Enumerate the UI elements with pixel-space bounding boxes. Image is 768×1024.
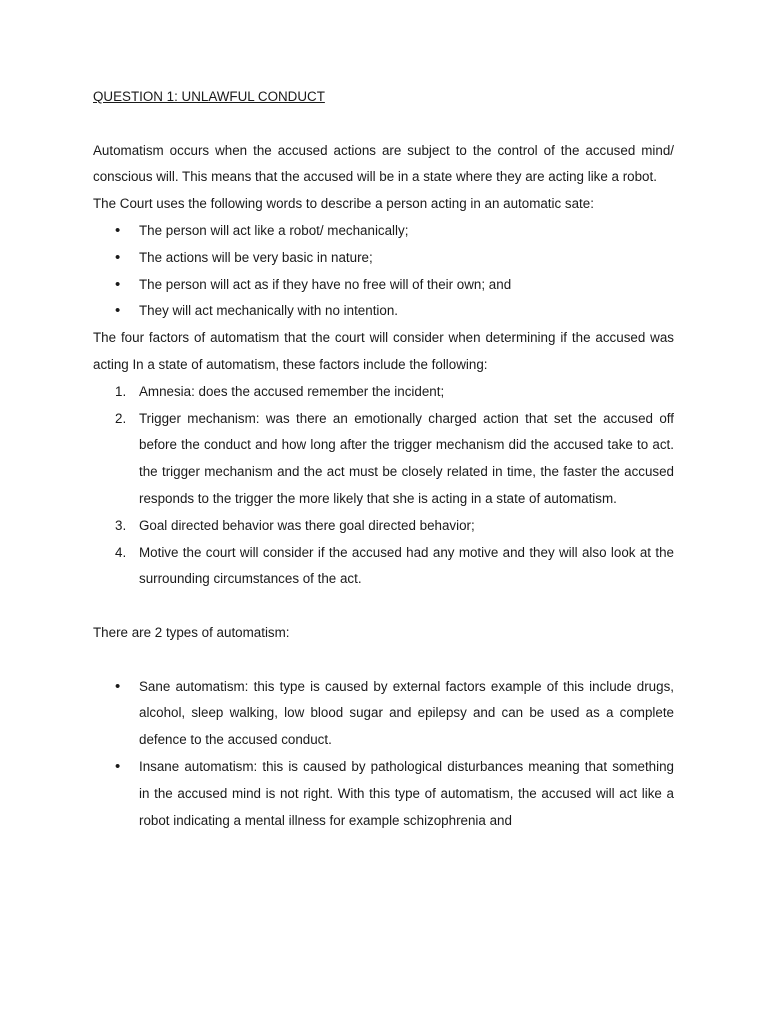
types-list	[93, 674, 674, 835]
court-words-list	[93, 218, 674, 325]
list-number: 4.	[115, 544, 127, 560]
document-page	[93, 84, 674, 834]
list-number: 3.	[115, 517, 127, 533]
list-item-text: Goal directed behavior was there goal directed behavior;	[139, 517, 475, 533]
list-number: 2.	[115, 410, 127, 426]
document-title: QUESTION 1: UNLAWFUL CONDUCT	[93, 89, 325, 104]
list-item-text: Trigger mechanism: was there an emotionally charged action that set the accused off before the conduct and how long after the trigger mechanism did the accused take to act. the trigger mechanism and the act must be closely related in time, the faster the accused responds to the trigger the more likely that she is acting in a state of automatism.	[139, 410, 674, 506]
spacer	[93, 647, 674, 674]
factors-list	[93, 379, 674, 593]
types-intro: There are 2 types of automatism:	[93, 624, 290, 640]
spacer	[93, 593, 674, 620]
list-item	[93, 540, 674, 594]
list-item: • Sane automatism: this type is caused by external factors example of this include drugs, alcohol, sleep walking, low blood sugar and epilepsy and can be used as a complete defence to the accused conduct.	[93, 674, 674, 754]
court-words-intro: The Court uses the following words to describe a person acting in an automatic sate:	[93, 196, 594, 212]
list-item-text: Motive the court will consider if the accused had any motive and they will also look at the surrounding circumstances of the act.	[139, 544, 674, 587]
list-item	[93, 406, 674, 513]
list-item: • They will act mechanically with no intention.	[93, 298, 674, 325]
list-item: • The person will act as if they have no free will of their own; and	[93, 272, 674, 299]
list-item	[93, 513, 674, 540]
list-item: • The actions will be very basic in nature;	[93, 245, 674, 272]
list-item: • Insane automatism: this is caused by pathological disturbances meaning that something in the accused mind is not right. With this type of automatism, the accused will act like a robot indicating a mental illness for example schizophrenia and	[93, 754, 674, 834]
intro-paragraph: Automatism occurs when the accused actions are subject to the control of the accused mind/ conscious will. This means that the accused will be in a state where they are acting like a robot.	[93, 142, 674, 185]
list-item: • The person will act like a robot/ mechanically;	[93, 218, 674, 245]
list-number: 1.	[115, 383, 127, 399]
list-item	[93, 379, 674, 406]
factors-intro: The four factors of automatism that the court will consider when determining if the accused was acting In a state of automatism, these factors include the following:	[93, 330, 674, 372]
list-item-text: Amnesia: does the accused remember the incident;	[139, 383, 445, 399]
